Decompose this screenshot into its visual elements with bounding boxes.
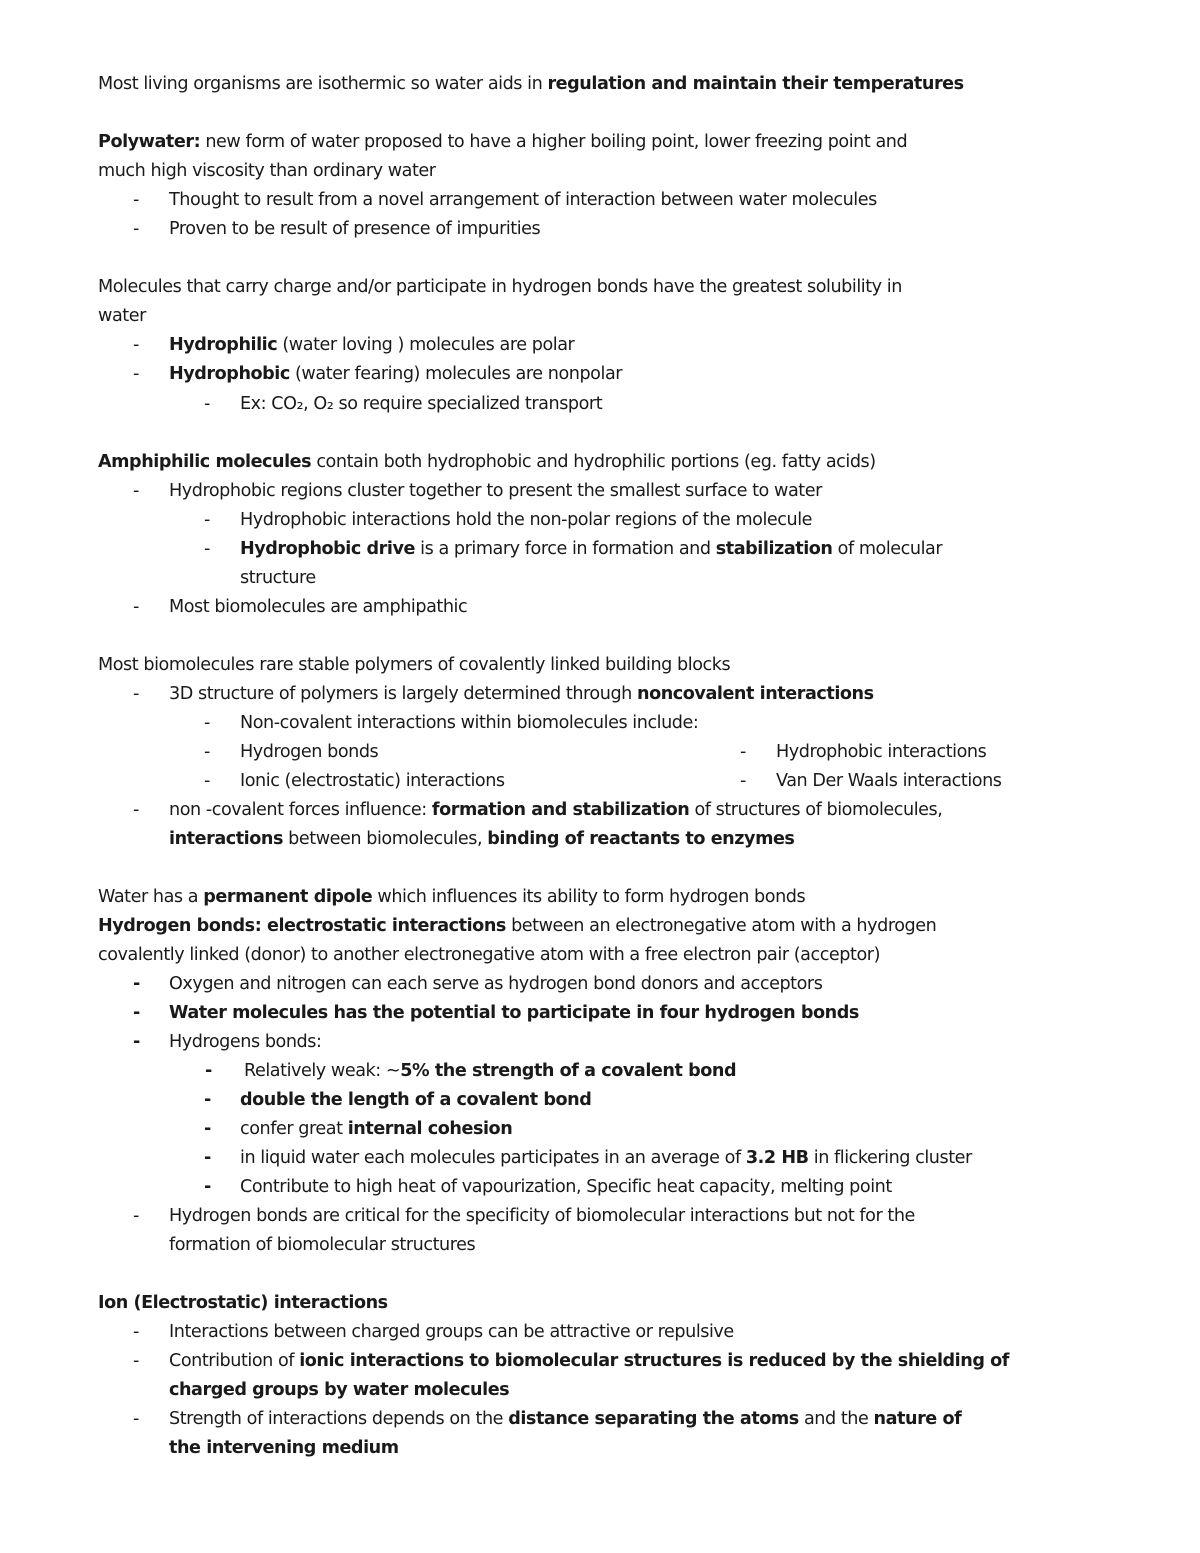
bullet-dash: -	[204, 510, 210, 530]
bold-text: 5% the strength of a covalent bond	[400, 1061, 737, 1081]
line-text	[169, 1376, 509, 1405]
text-line	[0, 970, 1200, 999]
bold-text: noncovalent interactions	[637, 684, 874, 704]
text-line	[0, 1202, 1200, 1231]
plain-text: confer great	[240, 1119, 348, 1139]
text-line	[0, 70, 1200, 99]
plain-text: much high viscosity than ordinary water	[98, 161, 436, 181]
line-text	[240, 1173, 892, 1202]
text-line	[0, 1434, 1200, 1463]
line-text	[169, 680, 874, 709]
text-line	[0, 215, 1200, 244]
plain-text: Hydrogens bonds:	[169, 1032, 322, 1052]
text-line	[0, 331, 1200, 360]
bullet-dash: -	[133, 1003, 140, 1023]
bold-text: Water molecules has the potential to participate in four hydrogen bonds	[169, 1003, 859, 1023]
text-line	[0, 273, 1200, 302]
text-line	[0, 767, 1200, 796]
line-text	[98, 912, 936, 941]
line-text	[169, 186, 877, 215]
text-line	[0, 999, 1200, 1028]
plain-text: Hydrophobic interactions	[776, 742, 987, 762]
bold-text: double the length of a covalent bond	[240, 1090, 592, 1110]
line-text	[98, 448, 876, 477]
line-text	[169, 1434, 399, 1463]
line-text	[240, 1144, 972, 1173]
bullet-dash: -	[133, 1351, 139, 1371]
plain-text: Molecules that carry charge and/or participate in hydrogen bonds have the greatest solubility in	[98, 277, 902, 297]
line-text	[98, 1289, 388, 1318]
plain-text: Ex: CO₂, O₂ so require specialized transport	[240, 394, 603, 414]
bold-text: charged groups by water molecules	[169, 1380, 510, 1400]
bullet-dash: -	[204, 1119, 211, 1139]
text-line	[0, 390, 1200, 419]
line-text	[169, 1405, 961, 1434]
bold-text: binding of reactants to enzymes	[487, 829, 795, 849]
text-line	[0, 1115, 1200, 1144]
plain-text: Oxygen and nitrogen can each serve as hydrogen bond donors and acceptors	[169, 974, 823, 994]
text-line	[0, 738, 1200, 767]
bullet-dash: -	[205, 1061, 212, 1081]
text-line	[0, 128, 1200, 157]
bold-text: Hydrophobic	[169, 364, 290, 384]
bullet-dash: -	[133, 364, 139, 384]
plain-text: Interactions between charged groups can be attractive or repulsive	[169, 1322, 734, 1342]
bold-text: formation and stabilization	[431, 800, 690, 820]
line-text	[98, 128, 907, 157]
line-text	[776, 738, 986, 767]
line-text	[169, 1347, 1009, 1376]
plain-text: (water loving ) molecules are polar	[277, 335, 575, 355]
text-line	[0, 1405, 1200, 1434]
text-line	[0, 1028, 1200, 1057]
line-text	[98, 651, 730, 680]
text-line	[0, 796, 1200, 825]
line-text	[169, 331, 574, 360]
text-line	[0, 1318, 1200, 1347]
bold-text: nature of	[873, 1409, 962, 1429]
bullet-dash: -	[204, 394, 210, 414]
plain-text: non -covalent forces influence:	[169, 800, 432, 820]
text-line	[0, 593, 1200, 622]
bold-text: distance separating the atoms	[508, 1409, 799, 1429]
text-line	[0, 564, 1200, 593]
text-line	[0, 302, 1200, 331]
plain-text: and the	[798, 1409, 874, 1429]
line-text	[169, 970, 822, 999]
text-line	[0, 477, 1200, 506]
plain-text: is a primary force in formation and	[415, 539, 716, 559]
plain-text: in flickering cluster	[808, 1148, 972, 1168]
bold-text: Amphiphilic molecules	[98, 452, 312, 472]
bold-text: ionic interactions to biomolecular structures is reduced by the shielding of	[299, 1351, 1009, 1371]
plain-text: formation of biomolecular structures	[169, 1235, 476, 1255]
plain-text: of structures of biomolecules,	[689, 800, 943, 820]
text-line	[0, 912, 1200, 941]
bullet-dash: -	[133, 1032, 140, 1052]
line-text	[240, 1086, 591, 1115]
line-text	[98, 70, 964, 99]
bullet-dash: -	[133, 1206, 139, 1226]
line-text	[169, 1202, 915, 1231]
plain-text: Relatively weak: ~	[244, 1061, 401, 1081]
bold-text: Polywater:	[98, 132, 201, 152]
line-text	[776, 767, 1002, 796]
plain-text: Hydrogen bonds are critical for the specificity of biomolecular interactions but not for the	[169, 1206, 915, 1226]
text-line	[0, 1057, 1200, 1086]
plain-text: Most biomolecules rare stable polymers of covalently linked building blocks	[98, 655, 731, 675]
bullet-dash: -	[133, 190, 139, 210]
bullet-dash: -	[204, 1090, 211, 1110]
text-line	[0, 506, 1200, 535]
text-line	[0, 651, 1200, 680]
text-line	[0, 883, 1200, 912]
bullet-dash: -	[740, 742, 746, 762]
plain-text: which influences its ability to form hydrogen bonds	[372, 887, 806, 907]
text-line	[0, 680, 1200, 709]
line-text	[169, 1231, 475, 1260]
bullet-dash: -	[204, 539, 210, 559]
line-text	[169, 477, 822, 506]
bold-text: 3.2 HB	[745, 1148, 809, 1168]
plain-text: Water has a	[98, 887, 204, 907]
bullet-dash: -	[204, 1177, 211, 1197]
plain-text: Most living organisms are isothermic so water aids in	[98, 74, 548, 94]
line-text	[240, 1115, 512, 1144]
text-line	[0, 1347, 1200, 1376]
bullet-dash: -	[204, 742, 210, 762]
bold-text: Hydrophobic drive	[240, 539, 415, 559]
line-text	[98, 941, 880, 970]
bullet-dash: -	[133, 684, 139, 704]
plain-text: Hydrophobic interactions hold the non-polar regions of the molecule	[240, 510, 813, 530]
line-text	[98, 157, 436, 186]
bullet-dash: -	[133, 1409, 139, 1429]
plain-text: covalently linked (donor) to another electronegative atom with a free electron pair (acceptor)	[98, 945, 880, 965]
bullet-dash: -	[133, 597, 139, 617]
bullet-dash: -	[133, 481, 139, 501]
bullet-dash: -	[204, 1148, 211, 1168]
plain-text: Most biomolecules are amphipathic	[169, 597, 468, 617]
bullet-dash: -	[133, 1322, 139, 1342]
plain-text: 3D structure of polymers is largely determined through	[169, 684, 638, 704]
bold-text: internal cohesion	[347, 1119, 513, 1139]
bullet-dash: -	[740, 771, 746, 791]
bullet-dash: -	[133, 335, 139, 355]
plain-text: (water fearing) molecules are nonpolar	[289, 364, 623, 384]
text-line	[0, 448, 1200, 477]
bold-text: regulation and maintain their temperatures	[547, 74, 964, 94]
line-text	[240, 506, 812, 535]
bold-text: Hydrophilic	[169, 335, 278, 355]
plain-text: Strength of interactions depends on the	[169, 1409, 509, 1429]
plain-text: contain both hydrophobic and hydrophilic portions (eg. fatty acids)	[311, 452, 876, 472]
text-line	[0, 1144, 1200, 1173]
plain-text: Hydrophobic regions cluster together to present the smallest surface to water	[169, 481, 822, 501]
line-text	[169, 593, 467, 622]
bold-text: Ion (Electrostatic) interactions	[98, 1293, 388, 1313]
plain-text: structure	[240, 568, 316, 588]
bold-text: interactions	[169, 829, 284, 849]
bold-text: stabilization	[715, 539, 833, 559]
line-text	[240, 390, 602, 419]
line-text	[169, 825, 794, 854]
plain-text: new form of water proposed to have a higher boiling point, lower freezing point and	[200, 132, 908, 152]
line-text	[240, 535, 942, 564]
text-line	[0, 157, 1200, 186]
plain-text: water	[98, 306, 146, 326]
text-line	[0, 1086, 1200, 1115]
line-text	[98, 302, 146, 331]
text-line	[0, 360, 1200, 389]
line-text	[240, 564, 316, 593]
text-line	[0, 1231, 1200, 1260]
text-line	[0, 1376, 1200, 1405]
plain-text: in liquid water each molecules participates in an average of	[240, 1148, 746, 1168]
line-text	[169, 360, 622, 389]
plain-text: Contribute to high heat of vapourization, Specific heat capacity, melting point	[240, 1177, 892, 1197]
line-text	[169, 215, 540, 244]
bold-text: permanent dipole	[203, 887, 373, 907]
line-text	[169, 1318, 734, 1347]
line-text	[169, 1028, 321, 1057]
bullet-dash: -	[133, 800, 139, 820]
line-text	[169, 796, 942, 825]
text-line	[0, 941, 1200, 970]
text-line	[0, 1173, 1200, 1202]
bullet-dash: -	[204, 771, 210, 791]
bullet-dash: -	[133, 219, 139, 239]
text-line	[0, 709, 1200, 738]
text-line	[0, 825, 1200, 854]
plain-text: between biomolecules,	[283, 829, 488, 849]
plain-text: Thought to result from a novel arrangement of interaction between water molecules	[169, 190, 877, 210]
text-line	[0, 186, 1200, 215]
line-text	[240, 709, 698, 738]
bold-text: Hydrogen bonds: electrostatic interactions	[98, 916, 506, 936]
text-line	[0, 1289, 1200, 1318]
line-text	[98, 273, 902, 302]
line-text	[98, 883, 805, 912]
bold-text: the intervening medium	[169, 1438, 399, 1458]
plain-text: Ionic (electrostatic) interactions	[240, 771, 505, 791]
bullet-dash: -	[133, 974, 140, 994]
plain-text: Proven to be result of presence of impurities	[169, 219, 541, 239]
plain-text: Van Der Waals interactions	[776, 771, 1002, 791]
plain-text: Contribution of	[169, 1351, 300, 1371]
line-text	[169, 999, 859, 1028]
plain-text: Hydrogen bonds	[240, 742, 379, 762]
bullet-dash: -	[204, 713, 210, 733]
text-line	[0, 535, 1200, 564]
plain-text: between an electronegative atom with a hydrogen	[505, 916, 937, 936]
plain-text: Non-covalent interactions within biomolecules include:	[240, 713, 699, 733]
plain-text: of molecular	[832, 539, 943, 559]
line-text	[244, 1057, 736, 1086]
